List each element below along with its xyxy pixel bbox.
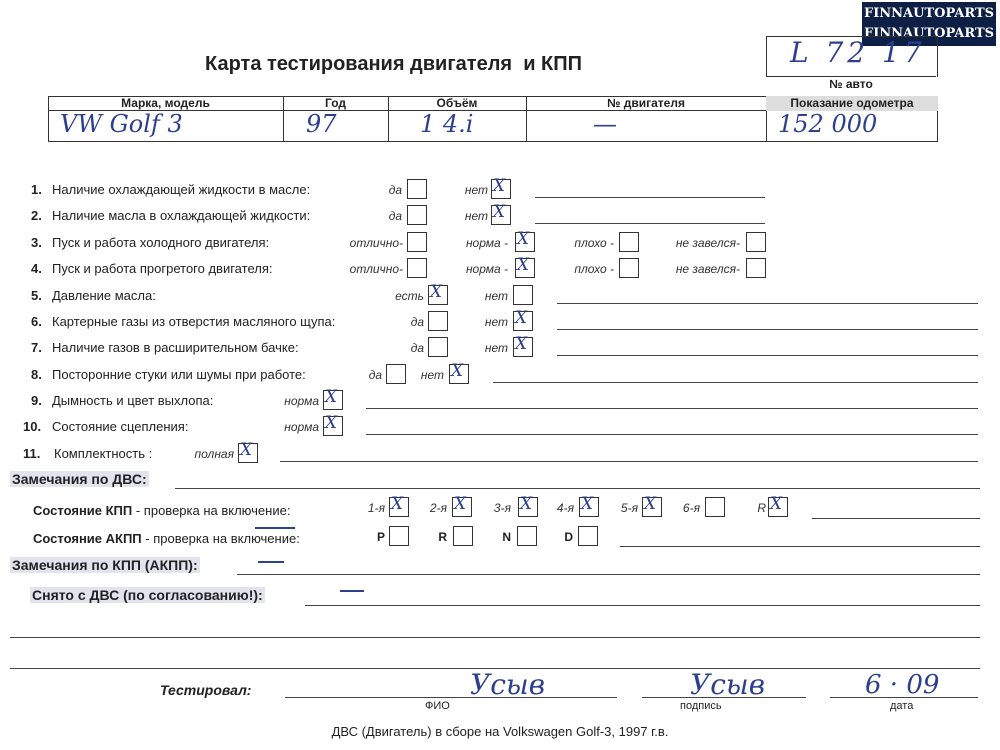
auto-number-value: L 72 17 [790, 36, 926, 69]
gear-checkbox[interactable] [642, 494, 662, 517]
item-number: 10. [23, 419, 42, 434]
gear-label: 4-я [556, 501, 574, 515]
option-checkbox[interactable] [513, 334, 533, 357]
item-text: Пуск и работа прогретого двигателя: [52, 261, 273, 276]
gearbox-remarks-dash [258, 561, 284, 563]
option-checkbox[interactable] [746, 232, 766, 252]
remark-line [493, 382, 978, 383]
option-label: отлично- [349, 262, 403, 276]
item-text: Картерные газы из отверстия масляного щупа: [52, 314, 336, 329]
option-checkbox[interactable] [619, 258, 639, 278]
option-checkbox[interactable] [428, 311, 448, 331]
watermark-line-2: FINNAUTOPARTS [863, 26, 995, 41]
remark-line [557, 303, 978, 304]
check-mark: X [240, 440, 253, 460]
gear-label: R [757, 501, 766, 515]
check-mark: X [454, 494, 467, 514]
caption: ДВС (Двигатель) в сборе на Volkswagen Golf-3, 1997 г.в. [331, 724, 669, 739]
option-checkbox[interactable] [449, 361, 469, 384]
option-label: да [410, 341, 424, 355]
option-label: нет [420, 368, 444, 382]
gear-label: 5-я [620, 501, 638, 515]
option-label: нет [484, 315, 508, 329]
option-checkbox[interactable] [746, 258, 766, 278]
option-label: норма - [465, 236, 508, 250]
item-text: Наличие охлаждающей жидкости в масле: [52, 182, 311, 197]
check-mark: X [325, 387, 338, 407]
gear-label: 6-я [682, 501, 700, 515]
option-checkbox[interactable] [491, 176, 511, 199]
akpp-checkbox[interactable] [453, 526, 473, 546]
remark-line [280, 461, 978, 462]
akpp-dash [255, 527, 295, 529]
item-text: Наличие газов в расширительном бачке: [52, 340, 299, 355]
option-label: да [368, 368, 382, 382]
check-mark: X [391, 494, 404, 514]
option-checkbox[interactable] [619, 232, 639, 252]
item-number: 11. [23, 446, 41, 461]
option-checkbox[interactable] [386, 364, 406, 384]
gear-checkbox[interactable] [579, 494, 599, 517]
option-checkbox[interactable] [513, 308, 533, 331]
check-mark: X [517, 229, 530, 249]
option-label: полная [194, 447, 234, 461]
option-checkbox[interactable] [323, 387, 343, 410]
option-checkbox[interactable] [428, 282, 448, 305]
option-label: отлично- [349, 236, 403, 250]
tested-label: Тестировал: [160, 682, 252, 698]
option-label: нет [484, 341, 508, 355]
item-text: Давление масла: [52, 288, 156, 303]
gear-checkbox[interactable] [705, 497, 725, 517]
option-label: не завелся- [675, 236, 740, 250]
gear-checkbox[interactable] [768, 494, 788, 517]
option-checkbox[interactable] [407, 205, 427, 225]
removed-label: Снято с ДВС (по согласованию!): [32, 587, 263, 603]
auto-number-label: № авто [766, 76, 936, 91]
check-mark: X [430, 282, 443, 302]
akpp-row [33, 531, 300, 546]
option-checkbox[interactable] [238, 440, 258, 463]
option-checkbox[interactable] [323, 413, 343, 436]
check-mark: X [520, 494, 533, 514]
fio-label: ФИО [425, 700, 450, 712]
remark-line [535, 223, 765, 224]
option-checkbox[interactable] [407, 179, 427, 199]
date-label: дата [890, 700, 914, 712]
item-number: 6. [31, 314, 42, 329]
gear-checkbox[interactable] [389, 494, 409, 517]
item-number: 7. [31, 340, 42, 355]
gear-label: 3-я [493, 501, 511, 515]
item-number: 1. [31, 182, 42, 197]
signature-label: подпись [680, 700, 722, 712]
value-year: 97 [306, 110, 337, 138]
gearbox-label: Состояние КПП [33, 503, 133, 518]
option-label: нет [464, 183, 488, 197]
option-label: да [388, 209, 402, 223]
gear-label: 1-я [367, 501, 385, 515]
fio-value: Усыв [470, 668, 546, 701]
check-mark: X [770, 494, 783, 514]
option-checkbox[interactable] [491, 202, 511, 225]
akpp-gear-label: P [376, 530, 385, 544]
check-mark: X [517, 255, 530, 275]
item-number: 4. [31, 261, 42, 276]
option-label: нет [484, 289, 508, 303]
watermark-line-1: FINNAUTOPARTS [863, 6, 995, 21]
item-text: Дымность и цвет выхлопа: [52, 393, 214, 408]
gearbox-text: - проверка на включение: [132, 503, 291, 518]
remark-line [366, 434, 978, 435]
gear-label: 2-я [429, 501, 447, 515]
item-text: Наличие масла в охлаждающей жидкости: [52, 208, 311, 223]
remark-line [557, 355, 978, 356]
remark-line [366, 408, 978, 409]
check-mark: X [515, 308, 528, 328]
gear-checkbox[interactable] [452, 494, 472, 517]
item-number: 5. [31, 288, 42, 303]
option-label: норма [284, 394, 319, 408]
option-label: да [388, 183, 402, 197]
page-title: Карта тестирования двигателя и КПП [205, 53, 583, 75]
col-header-volume: Объём [436, 96, 478, 110]
check-mark: X [493, 176, 506, 196]
akpp-checkbox[interactable] [389, 526, 409, 546]
check-mark: X [451, 361, 464, 381]
gear-checkbox[interactable] [518, 494, 538, 517]
value-volume: 1 4.i [420, 110, 474, 138]
option-label: плохо - [574, 236, 614, 250]
akpp-gear-label: R [438, 530, 447, 544]
item-text: Состояние сцепления: [52, 419, 189, 434]
remark-line [557, 329, 978, 330]
akpp-checkbox[interactable] [517, 526, 537, 546]
option-checkbox[interactable] [407, 258, 427, 278]
option-checkbox[interactable] [513, 285, 533, 305]
option-checkbox[interactable] [407, 232, 427, 252]
col-header-odometer: Показание одометра [766, 96, 938, 111]
item-number: 8. [31, 367, 42, 382]
check-mark: X [493, 202, 506, 222]
vehicle-header-table [48, 96, 938, 142]
option-checkbox[interactable] [515, 255, 535, 278]
akpp-gear-label: N [502, 530, 511, 544]
option-label: норма [284, 420, 319, 434]
removed-dash [340, 590, 364, 592]
col-header-model: Марка, модель [121, 96, 210, 110]
check-mark: X [581, 494, 594, 514]
option-checkbox[interactable] [428, 337, 448, 357]
item-text: Посторонние стуки или шумы при работе: [52, 367, 306, 382]
option-label: норма - [465, 262, 508, 276]
option-label: плохо - [574, 262, 614, 276]
col-header-engine-no: № двигателя [607, 96, 685, 110]
item-number: 2. [31, 208, 42, 223]
col-header-year: Год [325, 96, 346, 110]
check-mark: X [644, 494, 657, 514]
item-text: Комплектность : [54, 446, 153, 461]
akpp-text: - проверка на включение: [141, 531, 300, 546]
value-odometer: 152 000 [778, 110, 878, 138]
value-model: VW Golf 3 [60, 110, 183, 138]
check-mark: X [325, 413, 338, 433]
option-checkbox[interactable] [515, 229, 535, 252]
item-number: 3. [31, 235, 42, 250]
gearbox-remarks-label: Замечания по КПП (АКПП): [12, 557, 198, 573]
date-value: 6 · 09 [865, 670, 940, 700]
item-number: 9. [31, 393, 42, 408]
option-label: не завелся- [675, 262, 740, 276]
remark-line [535, 197, 765, 198]
akpp-checkbox[interactable] [578, 526, 598, 546]
engine-remarks-label: Замечания по ДВС: [12, 471, 147, 487]
value-engine-no: — [593, 110, 617, 138]
option-label: нет [464, 209, 488, 223]
akpp-label: Состояние АКПП [33, 531, 142, 546]
check-mark: X [515, 334, 528, 354]
option-label: есть [395, 289, 424, 303]
gearbox-row [33, 503, 290, 518]
item-text: Пуск и работа холодного двигателя: [52, 235, 270, 250]
signature-value: Усыв [690, 668, 766, 701]
akpp-gear-label: D [564, 530, 573, 544]
option-label: да [410, 315, 424, 329]
